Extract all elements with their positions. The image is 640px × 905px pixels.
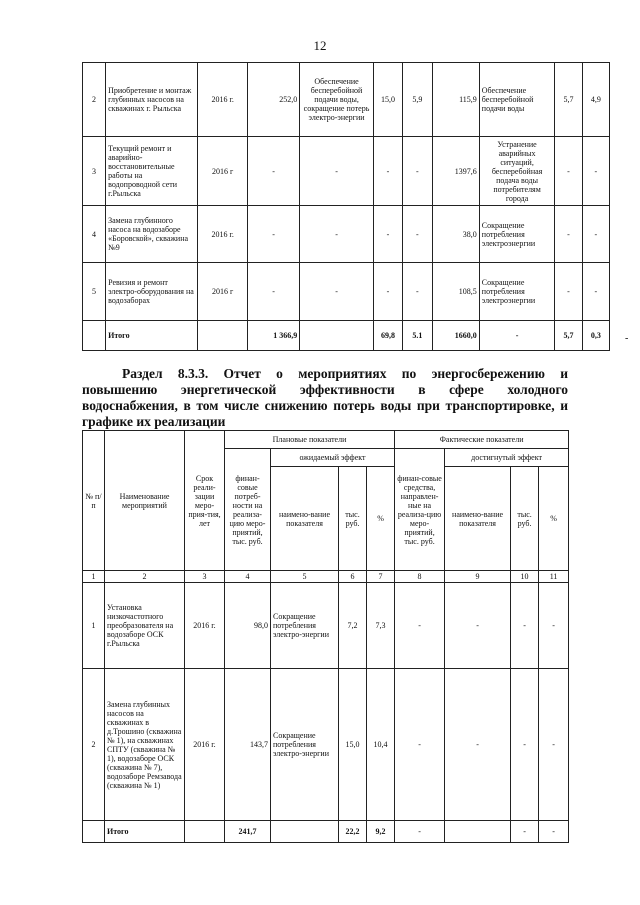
col-number: 10 [511,571,539,583]
fact-pct-cell: - [582,206,609,263]
col-header-fact-rub: тыс. руб. [511,467,539,571]
col-header-fact: Фактические показатели [395,431,569,449]
year-cell: 2016 г [198,263,247,321]
row-number: 3 [83,137,106,206]
plan-pct-cell: - [403,206,432,263]
section-heading [82,366,568,430]
total-plan-pct: 9,2 [367,821,395,843]
col-number: 3 [185,571,225,583]
col-number: 11 [539,571,569,583]
fact-rub-cell: 5,7 [555,63,582,137]
fact-rub-cell: - [555,263,582,321]
col-number: 5 [271,571,339,583]
plan-effect-cell: - [300,263,373,321]
total-fact-effect: - [479,321,555,351]
measure-name: Текущий ремонт и аварийно-восстановительные работы на водопроводной сети г.Рыльска [106,137,198,206]
plan-rub-cell: 15,0 [373,63,402,137]
measure-name: Установка низкочастотного преобразователя на водозаборе ОСК г.Рыльска [105,583,185,669]
year-cell: 2016 г. [198,206,247,263]
col-header-plan-rub: тыс. руб. [339,467,367,571]
plan-pct-cell: 10,4 [367,669,395,821]
plan-fin-cell: - [247,137,299,206]
header-row [83,431,569,449]
term-cell: 2016 г. [185,669,225,821]
plan-effect-cell: Сокращение потребления электро-энергии [271,669,339,821]
row-number: 2 [83,669,105,821]
fact-name-cell: - [445,583,511,669]
col-number: 9 [445,571,511,583]
row-number: 1 [83,583,105,669]
plan-fin-cell: - [247,206,299,263]
col-header-name: Наименование мероприятий [105,431,185,571]
plan-pct-cell: - [403,263,432,321]
row-number: 2 [83,63,106,137]
plan-pct-cell: 7,3 [367,583,395,669]
plan-rub-cell: - [373,263,402,321]
heading-line-4: графике их реализации [82,414,226,429]
col-number: 1 [83,571,105,583]
col-header-term: Срок реали-зации меро-прия-тия, лет [185,431,225,571]
fact-rub-cell: - [511,583,539,669]
col-header-expected: ожидаемый эффект [271,449,395,467]
total-label: Итого [105,821,185,843]
col-number: 8 [395,571,445,583]
col-header-plan-name: наимено-вание показателя [271,467,339,571]
margin-dash: - [625,333,629,344]
total-fact-pct: 0,3 [582,321,609,351]
fact-pct-cell: - [539,669,569,821]
fact-effect-cell: Сокращение потребления электроэнергии [479,206,555,263]
heading-line-1: Раздел 8.3.3. Отчет о мероприятиях по энергосбережению и [122,366,568,381]
total-fact-rub: - [511,821,539,843]
fact-name-cell: - [445,669,511,821]
plan-fin-cell: 143,7 [225,669,271,821]
total-plan-fin: 241,7 [225,821,271,843]
plan-effect-cell: Сокращение потребления электро-энергии [271,583,339,669]
measure-name: Ревизия и ремонт электро-оборудования на водозаборах [106,263,198,321]
fact-fin-cell: - [395,583,445,669]
plan-rub-cell: 7,2 [339,583,367,669]
fact-fin-cell: - [395,669,445,821]
col-number: 2 [105,571,185,583]
row-number: 5 [83,263,106,321]
fact-rub-cell: - [555,206,582,263]
col-number: 4 [225,571,271,583]
plan-effect-cell: - [300,137,373,206]
total-fact-rub: 5,7 [555,321,582,351]
plan-pct-cell: 5,9 [403,63,432,137]
fact-pct-cell: - [582,263,609,321]
total-fact-pct: - [539,821,569,843]
col-number: 6 [339,571,367,583]
plan-fin-cell: 252,0 [247,63,299,137]
col-header-plan: Плановые показатели [225,431,395,449]
col-header-achieved: достигнутый эффект [445,449,569,467]
col-header-fact-fin: финан-совые средства, направлен-ные на реализа-цию меро-приятий, тыс. руб. [395,449,445,571]
col-number: 7 [367,571,395,583]
measure-name: Замена глубинного насоса на водозаборе «Боровской», скважина №9 [106,206,198,263]
plan-rub-cell: 15,0 [339,669,367,821]
plan-fin-cell: 98,0 [225,583,271,669]
measure-name: Замена глубинных насосов на скважинах в д.Трошино (скважина № 1), на скважинах СПТУ (скважина № 1), водозаборе ОСК (скважина № 7), водозаборе Ремзавода (скважина № 1) [105,669,185,821]
report-table-continued [82,62,610,351]
table-row [83,206,610,263]
col-header-fact-pct: % [539,467,569,571]
column-number-row [83,571,569,583]
fact-effect-cell: Устранение аварийных ситуаций, бесперебойная подача воды потребителям города [479,137,555,206]
fact-rub-cell: - [555,137,582,206]
fact-fin-cell: 115,9 [432,63,479,137]
table-row [83,63,610,137]
col-header-plan-fin: финан-совые потреб-ности на реализа-цию меро-приятий, тыс. руб. [225,449,271,571]
table-row [83,263,610,321]
total-plan-rub: 69,8 [373,321,402,351]
table-row [83,137,610,206]
fact-fin-cell: 38,0 [432,206,479,263]
total-plan-fin: 1 366,9 [247,321,299,351]
plan-pct-cell: - [403,137,432,206]
heading-line-2: повышению энергетической эффективности в сфере холодного [82,382,568,397]
energy-saving-table [82,430,569,843]
row-number: 4 [83,206,106,263]
year-cell: 2016 г [198,137,247,206]
heading-line-3: водоснабжения, в том числе снижению потерь воды при транспортировке, и [82,398,568,413]
fact-fin-cell: 108,5 [432,263,479,321]
fact-pct-cell: - [582,137,609,206]
plan-fin-cell: - [247,263,299,321]
col-header-num: № п/п [83,431,105,571]
total-fact-fin: 1660,0 [432,321,479,351]
fact-effect-cell: Обеспечение бесперебойной подачи воды [479,63,555,137]
table-row [83,583,569,669]
plan-rub-cell: - [373,206,402,263]
term-cell: 2016 г. [185,583,225,669]
total-plan-rub: 22,2 [339,821,367,843]
plan-effect-cell: - [300,206,373,263]
total-plan-pct: 5.1 [403,321,432,351]
total-fact-fin: - [395,821,445,843]
table-row [83,669,569,821]
measure-name: Приобретение и монтаж глубинных насосов на скважинах г. Рыльска [106,63,198,137]
fact-effect-cell: Сокращение потребления электроэнергии [479,263,555,321]
fact-pct-cell: 4,9 [582,63,609,137]
plan-rub-cell: - [373,137,402,206]
col-header-fact-name: наимено-вание показателя [445,467,511,571]
fact-rub-cell: - [511,669,539,821]
fact-fin-cell: 1397,6 [432,137,479,206]
col-header-plan-pct: % [367,467,395,571]
total-row [83,321,610,351]
plan-effect-cell: Обеспечение бесперебойной подачи воды, сокращение потерь электро-энергии [300,63,373,137]
page-number: 12 [313,38,327,53]
fact-pct-cell: - [539,583,569,669]
total-label: Итого [106,321,198,351]
total-row [83,821,569,843]
year-cell: 2016 г. [198,63,247,137]
